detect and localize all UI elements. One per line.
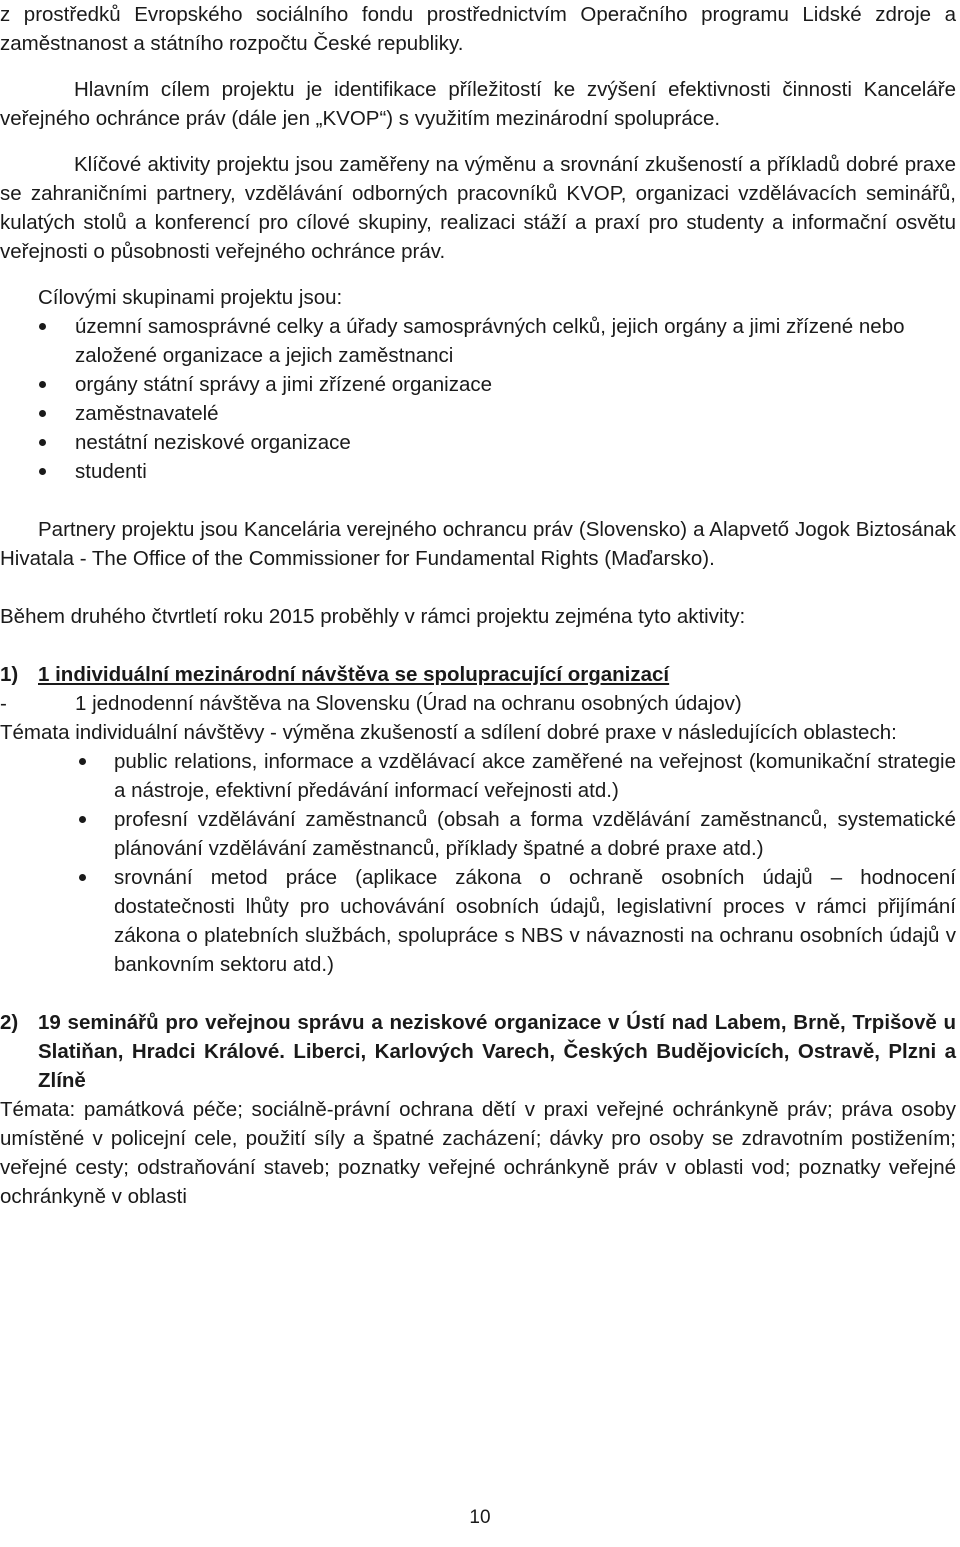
bullet-icon <box>39 439 46 446</box>
bullet-icon <box>79 874 86 881</box>
paragraph-activities: Klíčové aktivity projektu jsou zaměřeny na výměnu a srovnání zkušeností a příkladů dobré praxe se zahraničními partnery, vzdělávání odborných pracovníků KVOP, organizaci vzdělávacích seminářů, kulatých stolů a konferencí pro cílové skupiny, realizaci stáží a praxí pro studenty a informační osvětu veřejnosti o působnosti veřejného ochránce práv. <box>0 153 956 263</box>
page-number: 10 <box>469 1507 491 1528</box>
target-groups-list <box>0 312 956 486</box>
target-groups-lead: Cílovými skupinami projektu jsou: <box>38 286 343 309</box>
section2-topics: Témata: památková péče; sociálně-právní ochrana dětí v praxi veřejné ochránkyně práv; práva osoby umístěné v policejní cele, použití síly a špatné zacházení; dávky pro osoby se zdravotním postižením; veřejné cesty; odstraňování staveb; poznatky veřejné ochránkyně práv v oblasti vod; poznatky veřejné ochránkyně v oblasti <box>0 1098 956 1208</box>
list-item: public relations, informace a vzdělávací akce zaměřené na veřejnost (komunikační strategie a nástroje, efektivní předávání informací veřejnosti atd.) <box>0 747 956 805</box>
list-item: profesní vzdělávání zaměstnanců (obsah a forma vzdělávání zaměstnanců, systematické plánování vzdělávání zaměstnanců, příklady špatné a dobré praxe atd.) <box>0 805 956 863</box>
list-item: nestátní neziskové organizace <box>0 428 956 457</box>
bullet-icon <box>39 410 46 417</box>
bullet-icon <box>39 323 46 330</box>
section1-heading <box>0 660 956 689</box>
paragraph-goal: Hlavním cílem projektu je identifikace příležitostí ke zvýšení efektivnosti činnosti Kanceláře veřejného ochránce práv (dále jen „KVOP“) s využitím mezinárodní spolupráce. <box>0 78 956 130</box>
section1-topics-list <box>0 747 956 979</box>
bullet-icon <box>39 381 46 388</box>
section2-number: 2) <box>0 1011 19 1034</box>
section1-title: 1 individuální mezinárodní návštěva se spolupracující organizací <box>38 663 670 686</box>
list-item: zaměstnavatelé <box>0 399 956 428</box>
paragraph-partners: Partnery projektu jsou Kancelária verejného ochrancu práv (Slovensko) a Alapvető Jogok Biztosának Hivatala - The Office of the Commissioner for Fundamental Rights (Maďarsko). <box>0 518 956 570</box>
list-item: srovnání metod práce (aplikace zákona o ochraně osobních údajů – hodnocení dostatečnosti lhůty pro uchovávání osobních údajů, legislativní proces v rámci přijímání zákona o platebních službách, spolupráce s NBS v návaznosti na ochranu osobních údajů v bankovním sektoru atd.) <box>0 863 956 979</box>
bullet-icon <box>39 468 46 475</box>
section1-topics-lead: Témata individuální návštěvy - výměna zkušeností a sdílení dobré praxe v následujících oblastech: <box>0 721 897 744</box>
bullet-icon <box>79 758 86 765</box>
section1-number: 1) <box>0 663 19 686</box>
list-item: orgány státní správy a jimi zřízené organizace <box>0 370 956 399</box>
list-item: územní samosprávné celky a úřady samosprávných celků, jejich orgány a jimi zřízené nebo založené organizace a jejich zaměstnanci <box>0 312 956 370</box>
section2-heading <box>0 1008 956 1095</box>
paragraph-intro-end: z prostředků Evropského sociálního fondu prostřednictvím Operačního programu Lidské zdroje a zaměstnanost a státního rozpočtu České republiky. <box>0 3 956 55</box>
section1-dash-item: - 1 jednodenní návštěva na Slovensku (Úrad na ochranu osobných údajov) <box>0 692 742 715</box>
section2-title: 19 seminářů pro veřejnou správu a neziskové organizace v Ústí nad Labem, Brně, Trpišově u Slatiňan, Hradci Králové. Liberci, Karlových Varech, Českých Budějovicích, Ostravě, Plzni a Zlíně <box>38 1011 956 1092</box>
paragraph-quarter: Během druhého čtvrtletí roku 2015 proběhly v rámci projektu zejména tyto aktivity: <box>0 605 746 628</box>
bullet-icon <box>79 816 86 823</box>
list-item: studenti <box>0 457 956 486</box>
